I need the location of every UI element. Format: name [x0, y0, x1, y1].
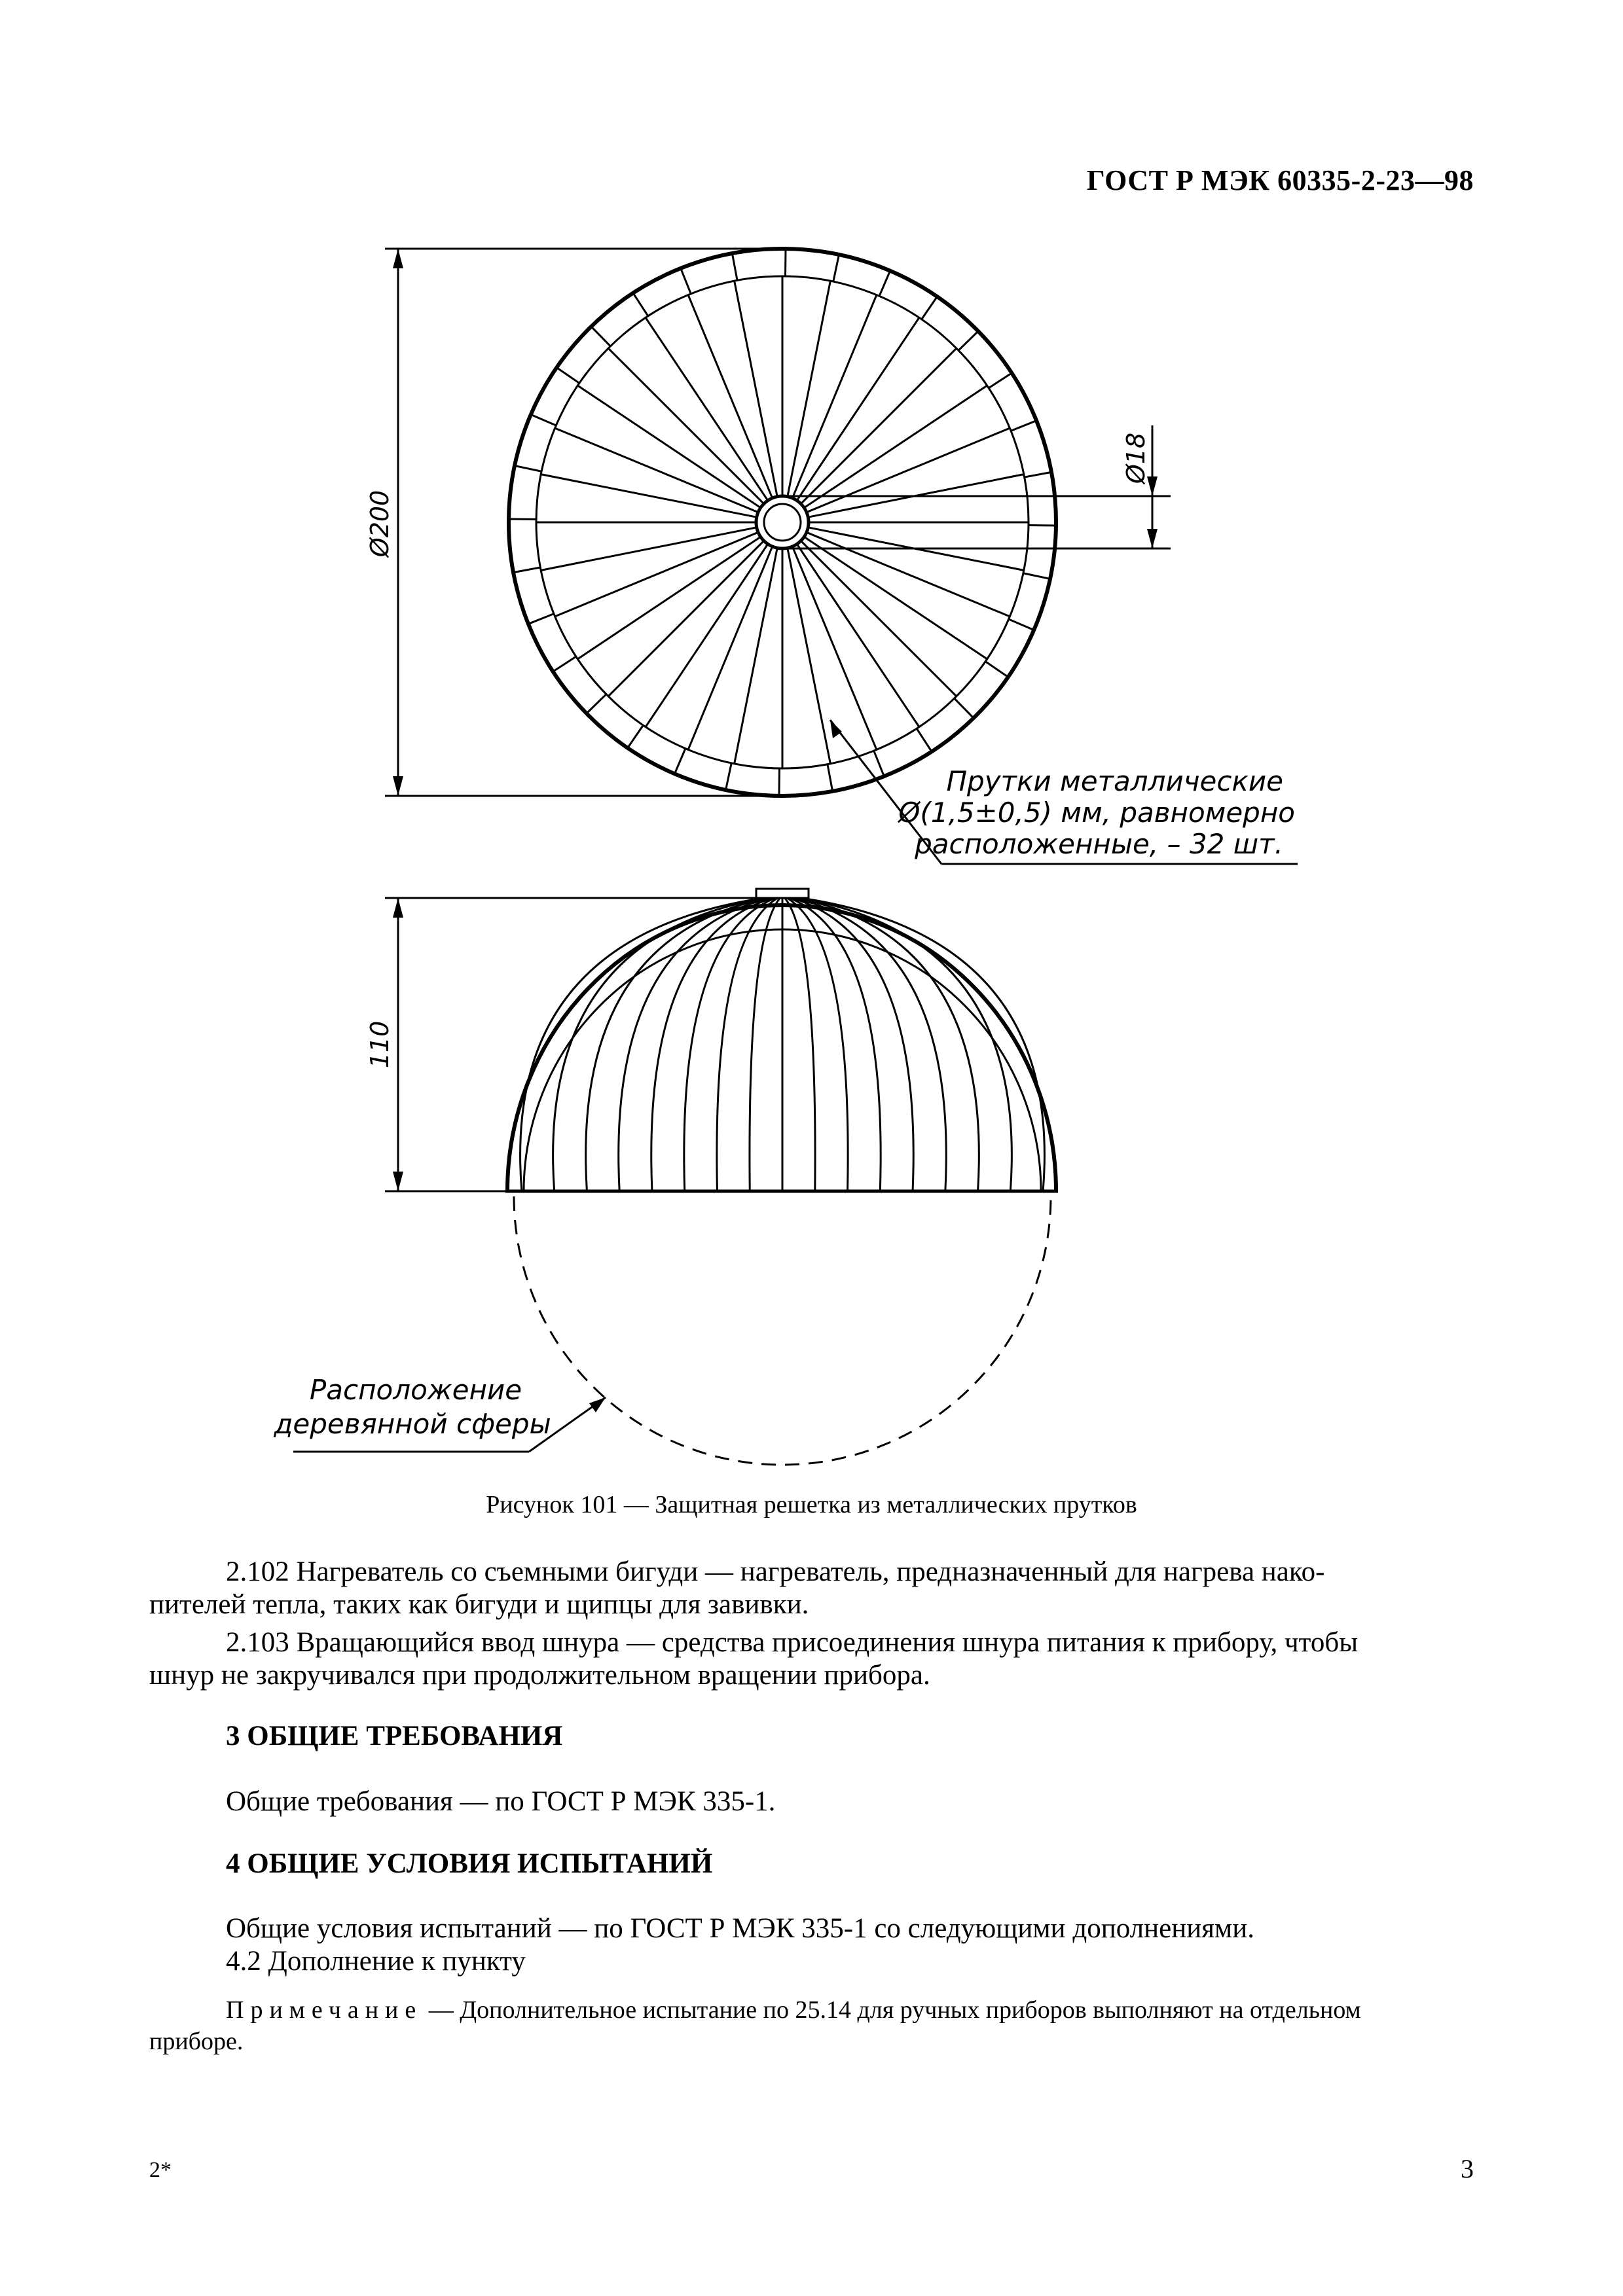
radial-rod-rim — [591, 327, 610, 346]
section-3-text: Общие требования — по ГОСТ Р МЭК 335-1. — [226, 1786, 776, 1817]
radial-rod — [541, 475, 757, 518]
wooden-sphere-outline — [514, 1196, 1051, 1465]
footer-sheet-mark: 2* — [149, 2158, 172, 2182]
radial-rod-rim — [1011, 421, 1036, 431]
dome-rod — [651, 898, 773, 1191]
radial-rod-rim — [681, 268, 691, 294]
radial-rod-rim — [874, 751, 884, 776]
paragraph-2-102-line2: пителей тепла, таких как бигуди и щипцы для завивки. — [149, 1589, 809, 1620]
radial-rods — [509, 249, 1056, 796]
radial-rod — [608, 541, 764, 696]
rods-label-line2: Ø(1,5±0,5) мм, равномерно — [898, 797, 1295, 829]
radial-rod-rim — [513, 567, 540, 573]
paragraph-2-102-line1: 2.102 Нагреватель со съемными бигуди — нагреватель, предназначенный для нагрева нако- — [226, 1556, 1325, 1587]
dimension-hub-18 — [782, 425, 1171, 548]
radial-rod-rim — [674, 749, 685, 774]
paragraph-2-103-line1: 2.103 Вращающийся ввод шнура — средства присоединения шнура питания к прибору, чтобы — [226, 1627, 1359, 1658]
radial-rod-rim — [732, 253, 737, 280]
radial-rod-rim — [1023, 573, 1050, 579]
radial-rod-rim — [531, 414, 556, 425]
radial-rod-rim — [958, 331, 978, 350]
section-4-2-text: 4.2 Дополнение к пункту — [226, 1946, 526, 1977]
radial-rod-rim — [515, 466, 541, 472]
radial-rod-rim — [828, 764, 833, 791]
radial-rod-rim — [833, 255, 839, 281]
radial-rod — [801, 348, 957, 504]
radial-rod — [788, 281, 831, 497]
hub-inner — [764, 504, 801, 541]
radial-rod — [801, 541, 957, 696]
sphere-label-line2: деревянной сферы — [274, 1408, 551, 1440]
note-prefix: Примечание — [226, 1996, 423, 2024]
radial-rod-rim — [556, 368, 579, 384]
hub-18-label: Ø18 — [1122, 432, 1150, 484]
radial-rod-rim — [528, 614, 554, 624]
dome-rod — [684, 898, 775, 1191]
height-110-label: 110 — [365, 1020, 394, 1069]
radial-rod — [735, 281, 778, 497]
radial-rod-rim — [553, 656, 576, 672]
rods-label-line3: расположенные, – 32 шт. — [915, 828, 1283, 860]
radial-rod-rim — [587, 694, 606, 713]
dome-rod — [750, 898, 780, 1191]
radial-rod-rim — [779, 768, 780, 796]
document-header: ГОСТ Р МЭК 60335-2-23—98 — [1086, 164, 1474, 196]
dome-rod — [790, 898, 881, 1191]
radial-rod — [608, 348, 764, 504]
radial-rod-rim — [628, 725, 644, 748]
page-number: 3 — [1461, 2154, 1474, 2183]
dome-rod — [801, 898, 1045, 1191]
sphere-label-line1: Расположение — [309, 1374, 522, 1406]
radial-rod-rim — [1025, 472, 1051, 477]
grille-top-view — [509, 249, 1056, 796]
dome-rod — [794, 898, 946, 1191]
radial-rod-rim — [917, 728, 932, 751]
radial-rod-rim — [985, 662, 1008, 677]
radial-rod-rim — [509, 519, 536, 520]
radial-rod-rim — [633, 293, 648, 316]
radial-rod-rim — [989, 373, 1012, 388]
paragraph-2-103-line2: шнур не закручивался при продолжительном вращении прибора. — [149, 1660, 930, 1691]
radial-rod-rim — [922, 296, 938, 319]
grille-side-view — [505, 889, 1058, 1465]
dimension-height-110 — [385, 898, 782, 1191]
note-text: — Дополнительное испытание по 25.14 для ручных приборов выполняют на отдельном — [422, 1996, 1361, 2024]
section-4-text: Общие условия испытаний — по ГОСТ Р МЭК 335-1 со следующими дополнениями. — [226, 1913, 1254, 1944]
radial-rod — [735, 548, 778, 764]
radial-rod — [788, 548, 831, 764]
radial-rod — [541, 528, 757, 571]
radial-rod-rim — [726, 763, 732, 790]
dome-rod — [619, 898, 771, 1191]
figure-caption: Рисунок 101 — Защитная решетка из металлических прутков — [486, 1491, 1137, 1518]
section-3-heading: 3 ОБЩИЕ ТРЕБОВАНИЯ — [226, 1721, 563, 1751]
dome-rods — [520, 898, 1045, 1191]
dome-rod — [520, 898, 764, 1191]
dome-rod — [792, 898, 913, 1191]
rods-label-line1: Прутки металлические — [946, 765, 1283, 797]
radial-rod-rim — [1009, 619, 1034, 630]
radial-rod-rim — [955, 698, 974, 718]
dome-rod — [796, 898, 979, 1191]
note-line1 — [226, 1994, 1476, 2026]
note-line2: приборе. — [149, 2028, 244, 2055]
diameter-200-label: Ø200 — [365, 490, 394, 558]
dome-rod — [586, 898, 769, 1191]
radial-rod-rim — [879, 271, 890, 296]
section-4-heading: 4 ОБЩИЕ УСЛОВИЯ ИСПЫТАНИЙ — [226, 1848, 713, 1879]
dome-rod — [785, 898, 815, 1191]
